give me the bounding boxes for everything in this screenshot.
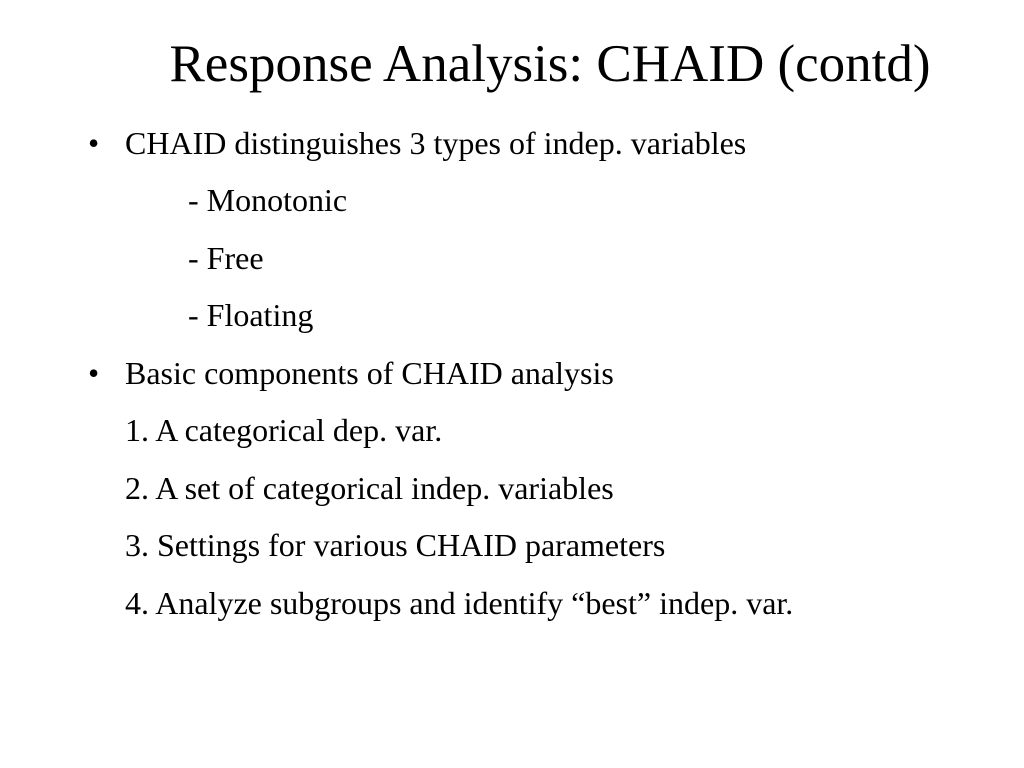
bullet-basic-components: Basic components of CHAID analysis (125, 355, 614, 391)
component-item-4: 4. Analyze subgroups and identify “best” indep. var. (125, 585, 794, 621)
bullet-marker: • (88, 355, 100, 391)
component-item-3: 3. Settings for various CHAID parameters (125, 527, 666, 563)
component-item-1: 1. A categorical dep. var. (125, 412, 443, 448)
bullet-types-of-variables: CHAID distinguishes 3 types of indep. variables (125, 125, 747, 161)
bullet-marker: • (88, 125, 100, 161)
slide-title: Response Analysis: CHAID (contd) (169, 35, 931, 93)
subitem-floating: - Floating (188, 297, 314, 333)
subitem-free: - Free (188, 240, 264, 276)
component-item-2: 2. A set of categorical indep. variables (125, 470, 614, 506)
subitem-monotonic: - Monotonic (188, 182, 348, 218)
